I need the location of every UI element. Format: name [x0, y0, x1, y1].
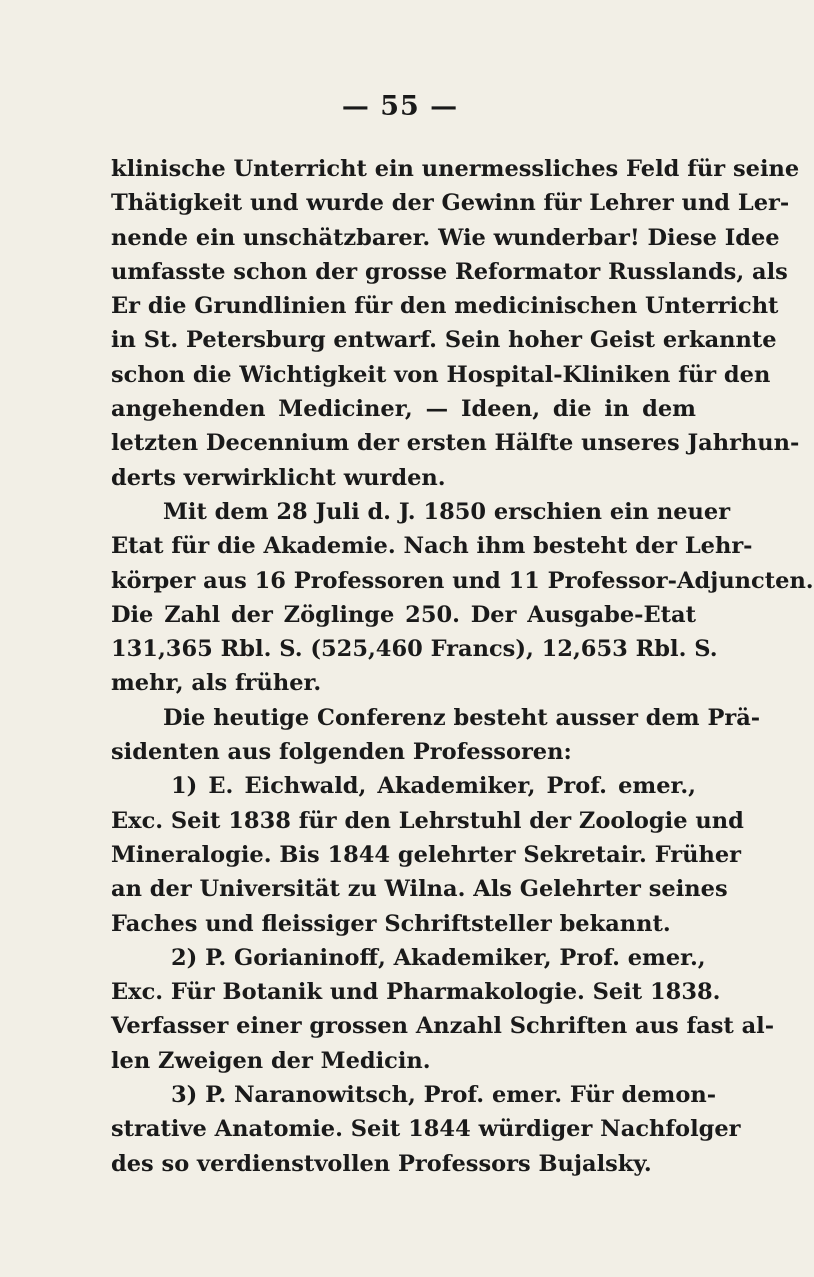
text-line: Exc. Seit 1838 für den Lehrstuhl der Zoologie und	[111, 807, 744, 834]
text-line: len Zweigen der Medicin.	[111, 1047, 431, 1074]
text-line: 1) E. Eichwald, Akademiker, Prof. emer.,	[171, 773, 696, 800]
text-line: Er die Grundlinien für den medicinischen Unterricht	[111, 293, 779, 320]
text-line: nende ein unschätzbarer. Wie wunderbar! Diese Idee	[111, 224, 780, 251]
text-line: in St. Petersburg entwarf. Sein hoher Geist erkannte	[111, 327, 777, 354]
text-line: Mineralogie. Bis 1844 gelehrter Sekretair. Früher	[111, 841, 742, 868]
text-line: sidenten aus folgenden Professoren:	[111, 739, 572, 766]
text-line: 2) P. Gorianinoff, Akademiker, Prof. emer.,	[171, 944, 706, 971]
text-line: an der Universität zu Wilna. Als Gelehrter seines	[111, 876, 728, 903]
text-line: körper aus 16 Professoren und 11 Professor-Adjuncten.	[111, 567, 814, 594]
text-line: 3) P. Naranowitsch, Prof. emer. Für demon-	[171, 1082, 717, 1109]
text-line: angehenden Mediciner, — Ideen, die in dem	[111, 396, 696, 423]
text-line: Faches und fleissiger Schriftsteller bekannt.	[111, 910, 671, 937]
text-line: des so verdienstvollen Professors Bujalsky.	[111, 1150, 652, 1177]
text-line: strative Anatomie. Seit 1844 würdiger Nachfolger	[111, 1116, 741, 1143]
text-line: derts verwirklicht wurden.	[111, 464, 446, 491]
text-line: Die heutige Conferenz besteht ausser dem Prä-	[163, 704, 761, 731]
text-line: letzten Decennium der ersten Hälfte unseres Jahrhun-	[111, 430, 800, 457]
body-text	[111, 152, 814, 1181]
text-line: 131,365 Rbl. S. (525,460 Francs), 12,653 Rbl. S.	[111, 636, 718, 663]
text-line: Verfasser einer grossen Anzahl Schriften aus fast al-	[111, 1013, 775, 1040]
text-line: mehr, als früher.	[111, 670, 322, 697]
text-line: schon die Wichtigkeit von Hospital-Kliniken für den	[111, 361, 771, 388]
text-line: Die Zahl der Zöglinge 250. Der Ausgabe-Etat	[111, 601, 696, 628]
text-line: umfasste schon der grosse Reformator Russlands, als	[111, 258, 788, 285]
text-line: Mit dem 28 Juli d. J. 1850 erschien ein neuer	[163, 498, 731, 525]
text-line: Etat für die Akademie. Nach ihm besteht der Lehr-	[111, 533, 753, 560]
page-number: — 55 —	[341, 91, 459, 122]
text-line: klinische Unterricht ein unermessliches Feld für seine	[111, 156, 800, 182]
text-line: Exc. Für Botanik und Pharmakologie. Seit 1838.	[111, 979, 721, 1006]
text-line: Thätigkeit und wurde der Gewinn für Lehrer und Ler-	[111, 190, 790, 217]
